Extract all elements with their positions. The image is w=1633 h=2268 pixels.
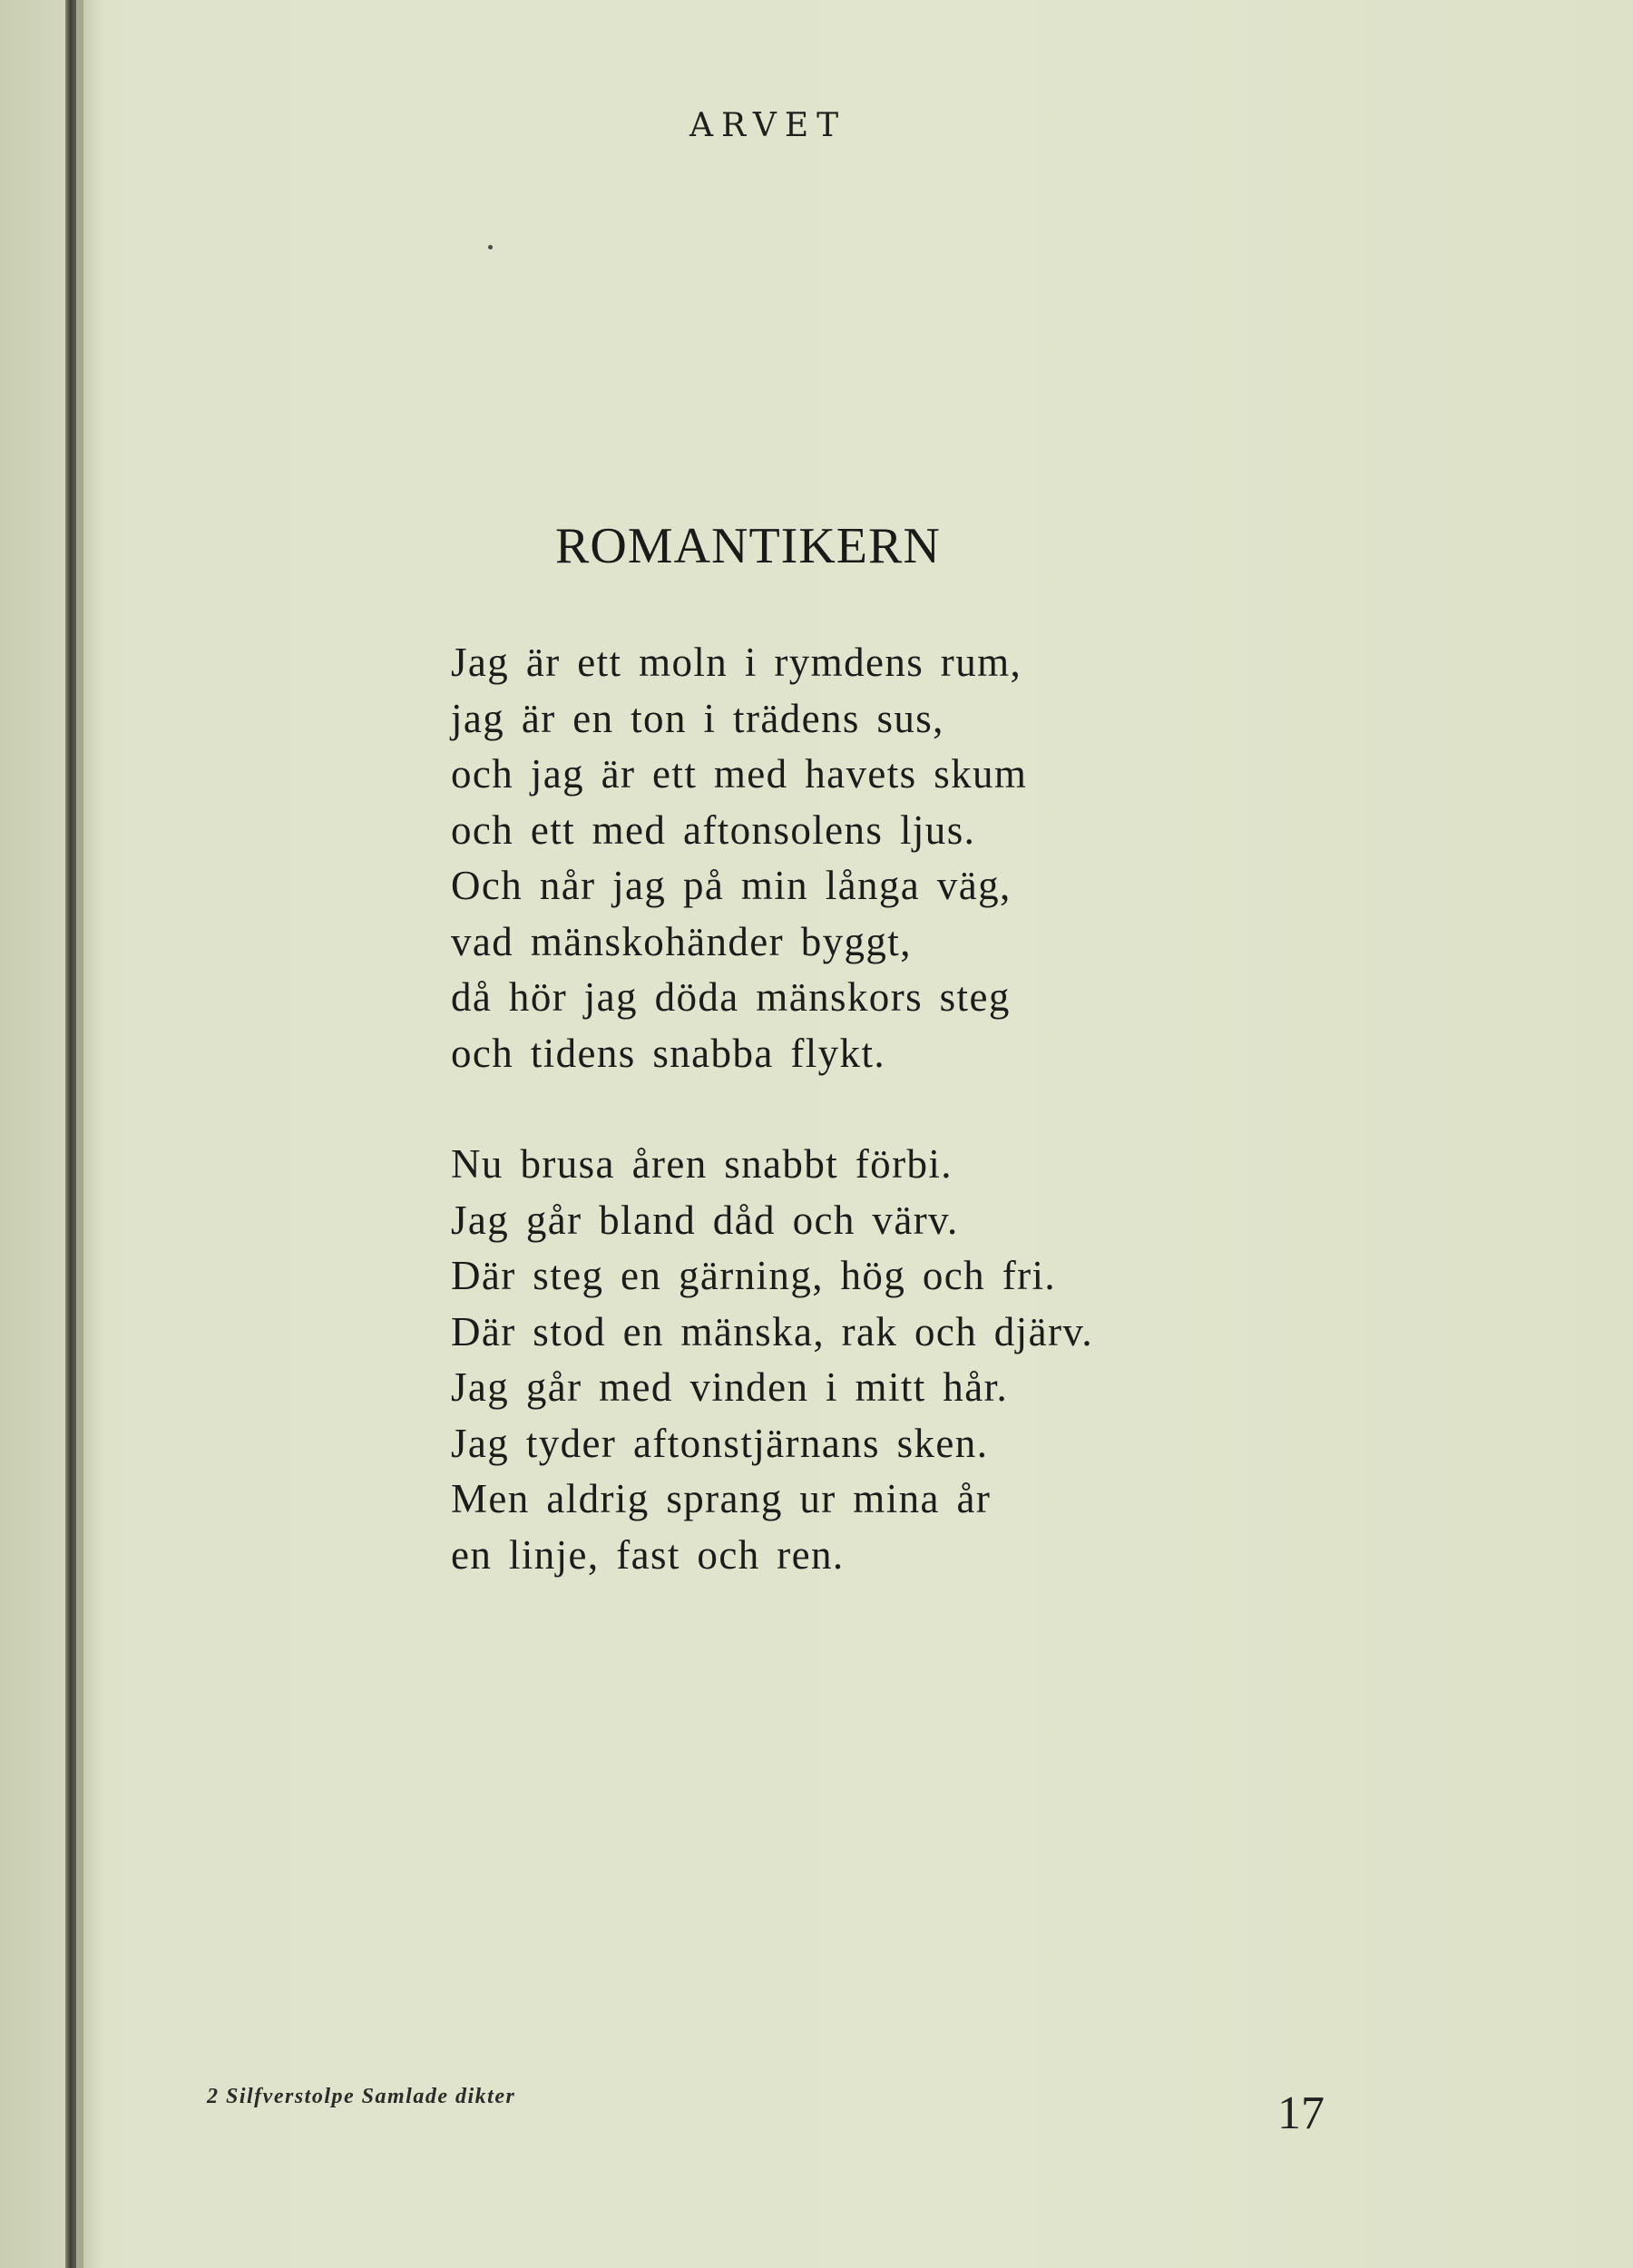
verse-line: Jag är ett moln i rymdens rum, (451, 640, 1022, 685)
book-spine (0, 0, 100, 2268)
verse-line: och jag är ett med havets skum (451, 751, 1028, 797)
spine-light-edge (76, 0, 83, 2268)
verse-line: Men aldrig sprang ur mina år (451, 1476, 992, 1521)
poem-title: ROMANTIKERN (555, 518, 941, 574)
verse-line: Jag tyder aftonstjärnans sken. (451, 1420, 989, 1466)
verse-line: jag är en ton i trädens sus, (451, 695, 944, 741)
verse-line: och ett med aftonsolens ljus. (451, 807, 976, 853)
spine-band (0, 0, 65, 2268)
verse-line: då hör jag döda mänskors steg (451, 974, 1011, 1020)
running-head: ARVET (689, 107, 847, 144)
verse-line: Jag går med vinden i mitt hår. (451, 1364, 1009, 1410)
page-number: 17 (1277, 2087, 1325, 2139)
verse-line: Nu brusa åren snabbt förbi. (451, 1141, 953, 1187)
spine-inner-edge (83, 0, 100, 2268)
ink-speck (488, 245, 493, 249)
signature-note: 2 Silfverstolpe Samlade dikter (207, 2085, 516, 2108)
verse-line: Och når jag på min långa väg, (451, 863, 1012, 908)
stanza-2 (451, 1137, 1093, 1583)
verse-line: och tidens snabba flykt. (451, 1030, 886, 1076)
verse-line: vad mänskohänder byggt, (451, 918, 912, 964)
poem-body (451, 635, 1093, 1583)
stanza-1 (451, 635, 1093, 1081)
verse-line: Där steg en gärning, hög och fri. (451, 1253, 1057, 1298)
verse-line: Där stod en mänska, rak och djärv. (451, 1308, 1093, 1354)
verse-line: Jag går bland dåd och värv. (451, 1197, 959, 1243)
spine-dark-edge (65, 0, 76, 2268)
verse-line: en linje, fast och ren. (451, 1531, 845, 1578)
